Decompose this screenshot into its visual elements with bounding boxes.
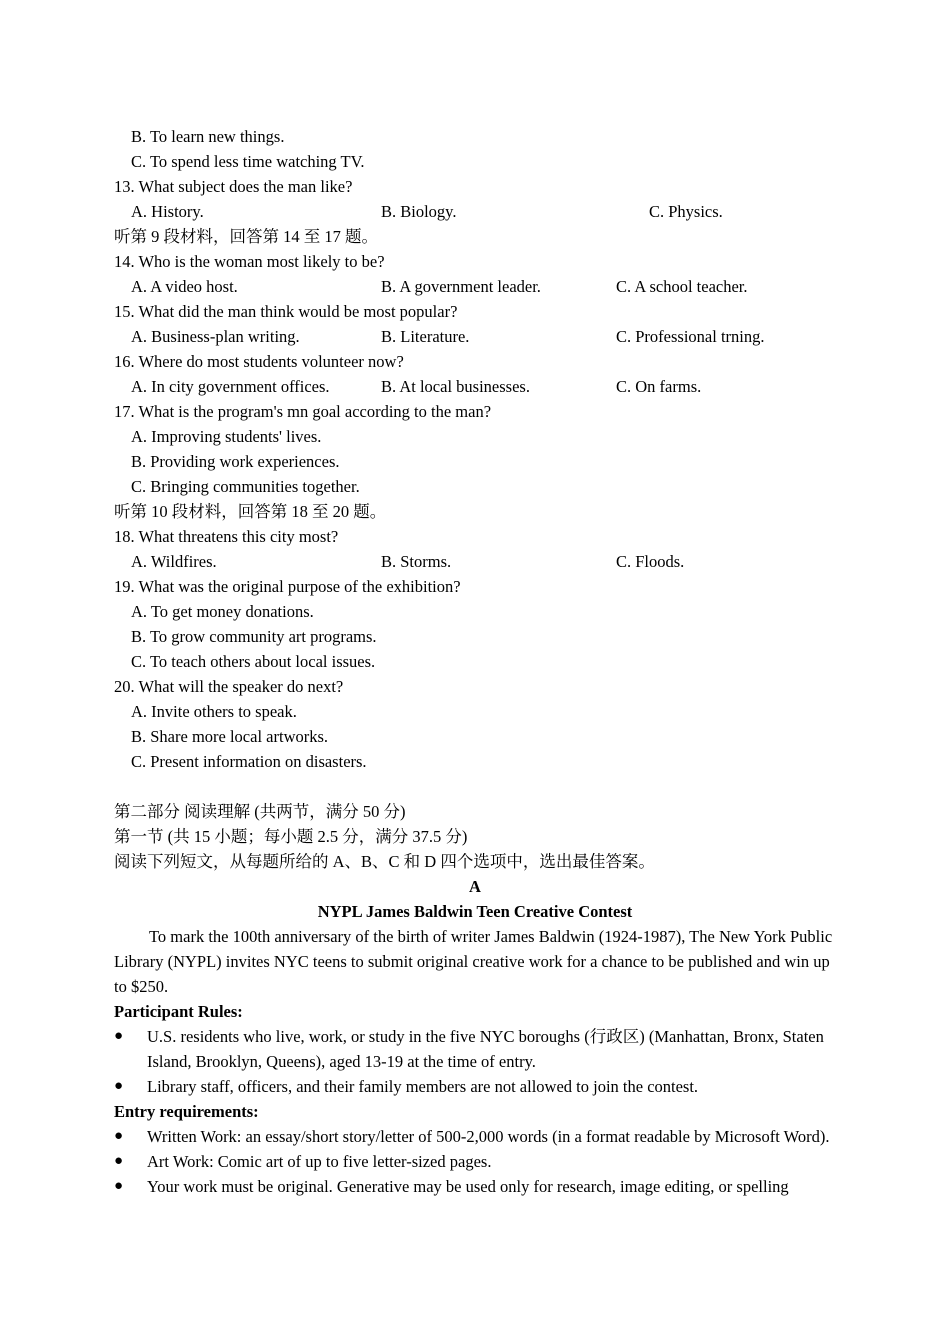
q15-option-b: B. Literature. <box>381 327 470 346</box>
rule-text: U.S. residents who live, work, or study in the five NYC boroughs (行政区) (Manhattan, Bronx, Staten Island, Brooklyn, Queens), aged 13-19 at the time of entry. <box>147 1027 824 1071</box>
q12-option-c: C. To spend less time watching TV. <box>131 152 365 171</box>
q20-option-b: B. Share more local artworks. <box>131 727 329 746</box>
q13-option-c: C. Physics. <box>649 202 723 221</box>
q20-option-c: C. Present information on disasters. <box>131 752 367 771</box>
q15-option-a: A. Business-plan writing. <box>131 327 300 346</box>
q19-option-b: B. To grow community art programs. <box>131 627 377 646</box>
bullet-icon: ● <box>114 1078 124 1094</box>
rule-text: Library staff, officers, and their family members are not allowed to join the contest. <box>147 1077 699 1096</box>
q15-option-c: C. Professional trning. <box>616 327 765 346</box>
requirement-item <box>114 1149 836 1174</box>
q14-options <box>114 274 836 299</box>
q12-option-b: B. To learn new things. <box>131 127 285 146</box>
requirement-item <box>114 1174 836 1199</box>
requirement-text: Art Work: Comic art of up to five letter-sized pages. <box>147 1152 492 1171</box>
q17-option-c: C. Bringing communities together. <box>131 477 360 496</box>
q20-stem: 20. What will the speaker do next? <box>114 677 344 696</box>
q13-stem: 13. What subject does the man like? <box>114 177 353 196</box>
part2-title: 第二部分 阅读理解 (共两节，满分 50 分) <box>114 802 406 821</box>
q14-option-c: C. A school teacher. <box>616 277 748 296</box>
q16-option-b: B. At local businesses. <box>381 377 530 396</box>
q16-stem: 16. Where do most students volunteer now? <box>114 352 404 371</box>
q14-option-a: A. A video host. <box>131 277 238 296</box>
q16-options <box>114 374 836 399</box>
bullet-icon: ● <box>114 1153 124 1169</box>
q17-option-a: A. Improving students' lives. <box>131 427 322 446</box>
q17-option-b: B. Providing work experiences. <box>131 452 340 471</box>
bullet-icon: ● <box>114 1128 124 1144</box>
passage-letter: A <box>469 877 481 896</box>
bullet-icon: ● <box>114 1178 124 1194</box>
rule-item <box>114 1024 836 1074</box>
q13-option-a: A. History. <box>131 202 204 221</box>
q17-stem: 17. What is the program's mn goal according to the man? <box>114 402 492 421</box>
rule-item <box>114 1074 836 1099</box>
passage-intro: To mark the 100th anniversary of the birth of writer James Baldwin (1924-1987), The New York Public Library (NYPL) invites NYC teens to submit original creative work for a chance to be published and win up to $250. <box>114 927 833 996</box>
rules-heading: Participant Rules: <box>114 1002 243 1021</box>
requirement-item <box>114 1124 836 1149</box>
passage-title: NYPL James Baldwin Teen Creative Contest <box>317 902 633 921</box>
q20-option-a: A. Invite others to speak. <box>131 702 297 721</box>
requirement-text: Your work must be original. Generative may be used only for research, image editing, or spelling <box>147 1177 789 1196</box>
q18-stem: 18. What threatens this city most? <box>114 527 339 546</box>
bullet-icon: ● <box>114 1028 124 1044</box>
q18-options <box>114 549 836 574</box>
q18-option-c: C. Floods. <box>616 552 685 571</box>
spacer <box>114 774 836 799</box>
q16-option-c: C. On farms. <box>616 377 702 396</box>
q13-options <box>114 199 836 224</box>
section9-header: 听第 9 段材料，回答第 14 至 17 题。 <box>114 227 378 246</box>
part2-instructions: 阅读下列短文，从每题所给的 A、B、C 和 D 四个选项中，选出最佳答案。 <box>114 852 655 871</box>
section10-header: 听第 10 段材料，回答第 18 至 20 题。 <box>114 502 387 521</box>
q19-option-a: A. To get money donations. <box>131 602 314 621</box>
q15-stem: 15. What did the man think would be most popular? <box>114 302 458 321</box>
q14-option-b: B. A government leader. <box>381 277 541 296</box>
q19-option-c: C. To teach others about local issues. <box>131 652 376 671</box>
requirements-heading: Entry requirements: <box>114 1102 259 1121</box>
part2-section1: 第一节 (共 15 小题；每小题 2.5 分，满分 37.5 分) <box>114 827 468 846</box>
q13-option-b: B. Biology. <box>381 202 457 221</box>
requirement-text: Written Work: an essay/short story/letter of 500-2,000 words (in a format readable by Microsoft Word). <box>147 1127 830 1146</box>
q15-options <box>114 324 836 349</box>
exam-page <box>114 124 836 1199</box>
q16-option-a: A. In city government offices. <box>131 377 330 396</box>
q18-option-a: A. Wildfires. <box>131 552 217 571</box>
q14-stem: 14. Who is the woman most likely to be? <box>114 252 385 271</box>
q19-stem: 19. What was the original purpose of the exhibition? <box>114 577 461 596</box>
q18-option-b: B. Storms. <box>381 552 452 571</box>
